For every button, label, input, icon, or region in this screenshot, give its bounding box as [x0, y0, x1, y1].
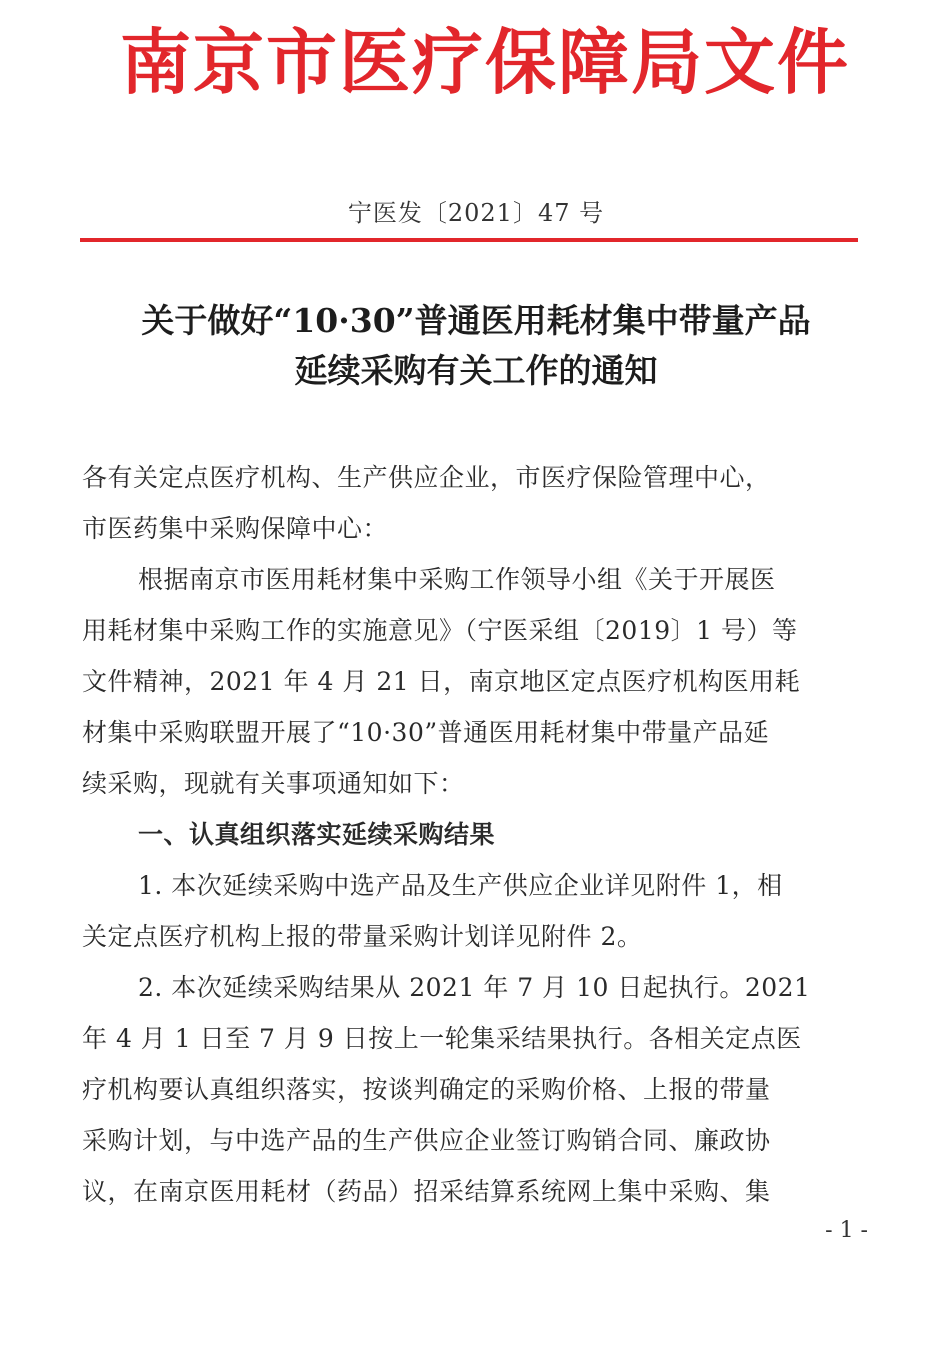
- item-1-line-1: 1. 本次延续采购中选产品及生产供应企业详见附件 1，相: [138, 871, 783, 900]
- paragraph-1-line-1: 根据南京市医用耗材集中采购工作领导小组《关于开展医: [138, 565, 776, 594]
- section-1-heading: 一、认真组织落实延续采购结果: [138, 820, 496, 849]
- notice-title-line-1: 关于做好“10·30”普通医用耗材集中带量产品: [141, 301, 811, 340]
- paragraph-1-line-2: 用耗材集中采购工作的实施意见》（宁医采组〔2019〕1 号）等: [82, 616, 798, 645]
- item-1-line-2: 关定点医疗机构上报的带量采购计划详见附件 2。: [82, 922, 643, 951]
- item-2-line-4: 采购计划，与中选产品的生产供应企业签订购销合同、廉政协: [82, 1126, 771, 1155]
- item-2-line-3: 疗机构要认真组织落实，按谈判确定的采购价格、上报的带量: [82, 1075, 771, 1104]
- paragraph-1-line-5: 续采购，现就有关事项通知如下：: [82, 769, 465, 798]
- page-number: - 1 -: [825, 1218, 868, 1243]
- paragraph-1-line-3: 文件精神，2021 年 4 月 21 日，南京地区定点医疗机构医用耗: [82, 667, 801, 696]
- item-2-line-2: 年 4 月 1 日至 7 月 9 日按上一轮集采结果执行。各相关定点医: [82, 1024, 802, 1053]
- item-2-line-5: 议，在南京医用耗材（药品）招采结算系统网上集中采购、集: [82, 1177, 771, 1206]
- item-2-line-1: 2. 本次延续采购结果从 2021 年 7 月 10 日起执行。2021: [138, 973, 811, 1002]
- notice-body: [82, 452, 856, 1217]
- paragraph-1-line-4: 材集中采购联盟开展了“10·30”普通医用耗材集中带量产品延: [82, 718, 770, 747]
- notice-title: [70, 296, 882, 396]
- notice-title-line-2: 延续采购有关工作的通知: [294, 351, 658, 390]
- document-header-title: 南京市医疗保障局文件: [119, 21, 850, 104]
- document-number: 宁医发〔2021〕47 号: [347, 199, 605, 227]
- addressee-line-2: 市医药集中采购保障中心：: [82, 514, 389, 543]
- addressee-line-1: 各有关定点医疗机构、生产供应企业，市医疗保险管理中心，: [82, 463, 771, 492]
- header-divider: [80, 238, 858, 242]
